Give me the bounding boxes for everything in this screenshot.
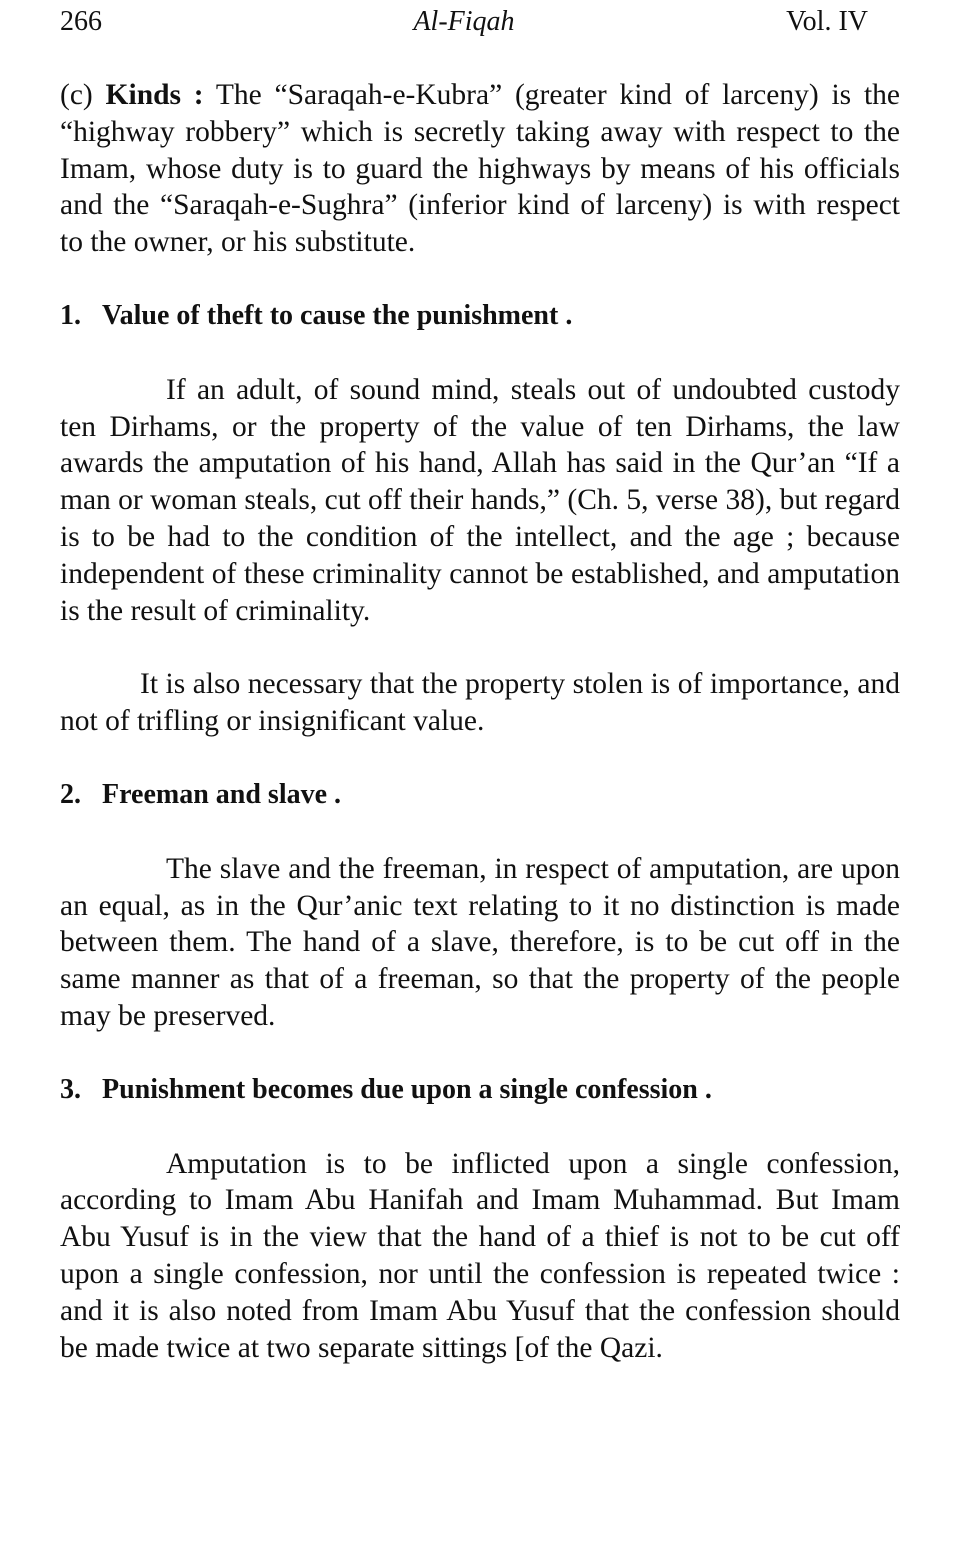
page-header xyxy=(60,4,868,40)
intro-label: Kinds : xyxy=(105,79,204,111)
book-title: Al-Fiqah xyxy=(413,6,515,37)
section-3-paragraph-1: Amputation is to be inflicted upon a single confession, according to Imam Abu Hanifah and Imam Muhammad. But Imam Abu Yusuf is in the view that the hand of a thief is not to be cut off upon a single confession, nor until the confession is repeated twice : and it is also noted from Imam Abu Yusuf that the confession should be made twice at two separate sittings [of the Qazi. xyxy=(60,1147,900,1364)
section-2-paragraph-1: The slave and the freeman, in respect of amputation, are upon an equal, as in the Qur’anic text relating to it no distinction is made between them. The hand of a slave, therefore, is to be cut off in the same manner as that of a freeman, so that the property of the people may be preserved. xyxy=(60,852,900,1032)
section-title: Punishment becomes due upon a single confession . xyxy=(102,1073,712,1105)
section-title: Freeman and slave . xyxy=(102,778,342,810)
page-body xyxy=(60,77,900,1366)
section-number: 1. xyxy=(60,299,81,331)
section-heading-2 xyxy=(60,777,900,814)
intro-text: The “Saraqah-e-Kubra” (greater kind of larceny) is the “highway robbery” which is secretly taking away with respect to the Imam, whose duty is to guard the highways by means of his officials and the “Saraqah-e-Sughra” (inferior kind of larceny) is with respect to the owner, or his substitute. xyxy=(60,79,900,259)
intro-paragraph xyxy=(60,77,900,261)
section-number: 3. xyxy=(60,1073,81,1105)
section-1-paragraph-1: If an adult, of sound mind, steals out of undoubted custody ten Dirhams, or the property of the value of ten Dirhams, the law awards the amputation of his hand, Allah has said in the Qur’an “If a man or woman steals, cut off their hands,” (Ch. 5, verse 38), but regard is to be had to the condition of the intellect, and the age ; because independent of these criminality cannot be established, and amputation is the result of criminality. xyxy=(60,373,900,627)
section-heading-3 xyxy=(60,1072,900,1109)
page-number: 266 xyxy=(60,6,102,37)
section-heading-1 xyxy=(60,298,900,335)
section-number: 2. xyxy=(60,778,81,810)
section-title: Value of theft to cause the punishment . xyxy=(102,299,573,331)
section-1-paragraph-2: It is also necessary that the property stolen is of importance, and not of trifling or insignificant value. xyxy=(60,668,900,738)
volume-label: Vol. IV xyxy=(786,6,868,37)
intro-prefix: (c) xyxy=(60,79,106,111)
